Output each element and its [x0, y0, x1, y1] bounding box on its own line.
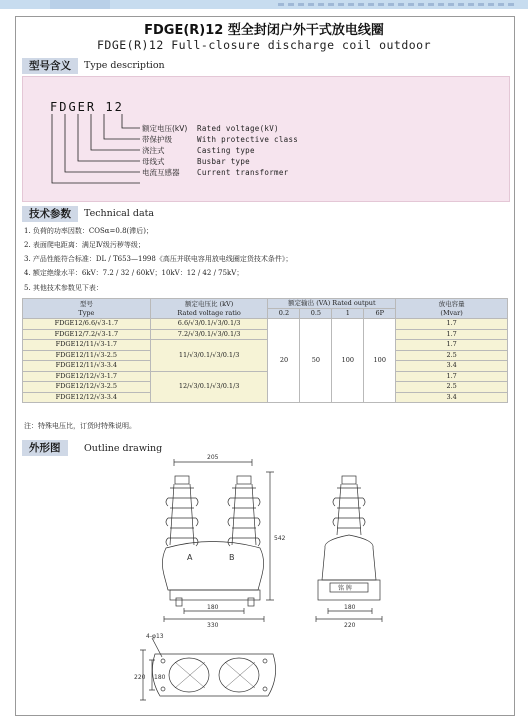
cell-ratio: 11/√3/0.1/√3/0.1/3	[150, 340, 268, 372]
cell-output: 100	[332, 319, 364, 403]
dim-side-outer: 220	[344, 622, 356, 629]
dim-plan-h2: 180	[154, 674, 166, 681]
spec-line: 3. 产品性能符合标准：DL / T653—1998《高压并联电容用放电线圈定货技术条件》；	[24, 255, 293, 263]
cell-output: 50	[300, 319, 332, 403]
front-base	[170, 590, 260, 600]
cell-capacity: 1.7	[396, 371, 508, 382]
drawing-section-label-en: Outline drawing	[84, 443, 163, 454]
header-capacity: 放电容量 (Mvar)	[396, 299, 508, 319]
cell-type: FDGE12/12/√3-1.7	[23, 371, 151, 382]
left-insulator	[166, 476, 198, 546]
cell-capacity: 2.5	[396, 350, 508, 361]
spec-line: 4. 额定绝缘水平：6kV：7.2 / 32 / 60kV；10kV：12 / 42 / 75kV；	[24, 269, 244, 277]
cell-output: 20	[268, 319, 300, 403]
dim-hole: 4-φ13	[146, 633, 164, 640]
type-item: 母线式 Busbar type	[142, 157, 250, 166]
cell-ratio: 7.2/√3/0.1/√3/0.1/3	[150, 329, 268, 340]
cell-type: FDGE12/11/√3-1.7	[23, 340, 151, 351]
tech-section-label-en: Technical data	[84, 208, 155, 219]
side-view	[316, 476, 382, 622]
model-code: FDGER 12	[50, 100, 124, 114]
drawing-section-label: 外形图	[22, 440, 68, 456]
table-note: 注：特殊电压比，订货时特殊说明。	[24, 422, 136, 430]
spec-line: 2. 表面爬电距离：满足Ⅳ级污秽等级；	[24, 241, 145, 249]
dim-height: 542	[274, 535, 286, 542]
nameplate-label: 铭 牌	[338, 585, 352, 592]
spec-line: 5. 其他技术参数见下表：	[24, 284, 103, 292]
dim-base-outer: 330	[207, 622, 219, 629]
header-output: 额定输出 (VA) Rated output	[268, 299, 396, 309]
dim-top: 205	[207, 454, 219, 461]
spec-line: 1. 负荷的功率因数：COSα=0.8(滞后)；	[24, 227, 153, 235]
type-item: 电流互感器 Current transformer	[142, 168, 289, 177]
header-output-class: 0.2	[268, 309, 300, 319]
cell-capacity: 3.4	[396, 392, 508, 403]
cell-type: FDGE12/11/√3-3.4	[23, 361, 151, 372]
cell-type: FDGE12/7.2/√3-1.7	[23, 329, 151, 340]
type-item: 带保护级 With protective class	[142, 135, 299, 144]
cell-ratio: 6.6/√3/0.1/√3/0.1/3	[150, 319, 268, 330]
page-title-cn: FDGE(R)12 型全封闭户外干式放电线圈	[144, 23, 384, 38]
dim-plan-h1: 220	[134, 674, 146, 681]
page-title-en: FDGE(R)12 Full-closure discharge coil outdoor	[96, 38, 432, 52]
header-output-class: 1	[332, 309, 364, 319]
dim-base-inner: 180	[207, 604, 219, 611]
right-insulator	[228, 476, 260, 546]
cell-output: 100	[364, 319, 396, 403]
header-output-class: 6P	[364, 309, 396, 319]
cell-capacity: 3.4	[396, 361, 508, 372]
cell-ratio: 12/√3/0.1/√3/0.1/3	[150, 371, 268, 403]
type-section-label: 型号含义	[22, 58, 78, 74]
terminal-a-label: A	[187, 553, 193, 562]
type-section-label-en: Type description	[84, 60, 165, 71]
cell-type: FDGE12/6.6/√3-1.7	[23, 319, 151, 330]
type-item: 额定电压(kV) Rated voltage(kV)	[142, 124, 279, 133]
header-ratio: 额定电压比 (kV) Rated voltage ratio	[150, 299, 268, 319]
cell-capacity: 1.7	[396, 329, 508, 340]
plan-view	[140, 638, 276, 700]
dim-side-inner: 180	[344, 604, 356, 611]
header-type: 型号 Type	[23, 299, 151, 319]
terminal-b-label: B	[229, 553, 235, 562]
cell-type: FDGE12/12/√3-2.5	[23, 382, 151, 393]
cell-type: FDGE12/12/√3-3.4	[23, 392, 151, 403]
front-body	[162, 542, 263, 591]
cell-capacity: 1.7	[396, 340, 508, 351]
tech-section-label: 技术参数	[22, 206, 78, 222]
cell-capacity: 2.5	[396, 382, 508, 393]
cell-capacity: 1.7	[396, 319, 508, 330]
type-item: 浇注式 Casting type	[142, 146, 255, 155]
cell-type: FDGE12/11/√3-2.5	[23, 350, 151, 361]
header-output-class: 0.5	[300, 309, 332, 319]
